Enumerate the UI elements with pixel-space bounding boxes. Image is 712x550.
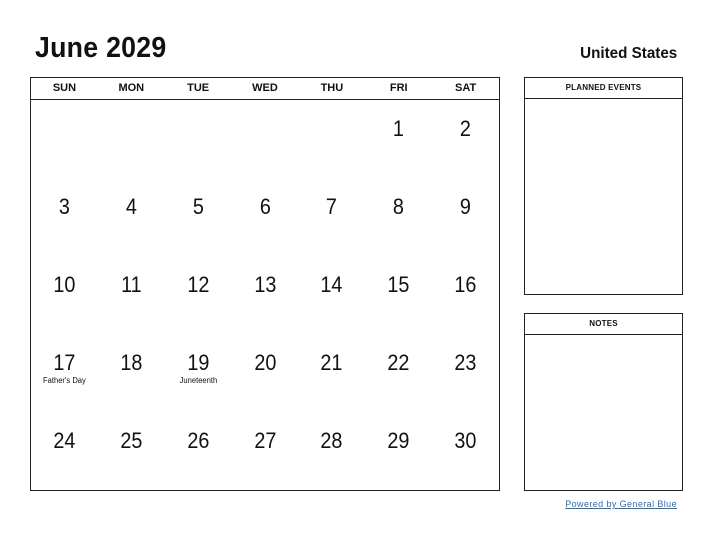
weekday-sat: SAT xyxy=(454,82,477,94)
day-cell xyxy=(165,256,232,334)
day-cell xyxy=(365,256,432,334)
day-number: 28 xyxy=(320,428,343,453)
day-cell xyxy=(98,100,165,178)
day-cell xyxy=(298,334,365,412)
planned-events-panel xyxy=(524,77,683,295)
day-cell xyxy=(432,178,499,256)
day-cell xyxy=(432,334,499,412)
day-number: 13 xyxy=(253,272,277,297)
calendar-grid xyxy=(30,77,500,491)
day-cell xyxy=(365,178,432,256)
day-number: 2 xyxy=(460,116,472,141)
day-number: 24 xyxy=(53,428,76,453)
day-cell xyxy=(31,178,98,256)
day-cell xyxy=(98,412,165,490)
weekday-mon: MON xyxy=(118,82,145,94)
day-grid xyxy=(31,100,499,490)
day-number: 3 xyxy=(58,194,70,219)
weekday-fri: FRI xyxy=(389,82,408,94)
day-number: 26 xyxy=(187,428,210,453)
day-number: 14 xyxy=(320,272,343,297)
day-number: 27 xyxy=(253,428,277,453)
day-number: 7 xyxy=(326,194,338,219)
day-number: 21 xyxy=(320,350,343,375)
notes-panel xyxy=(524,313,683,491)
weekday-thu: THU xyxy=(320,82,344,94)
day-number: 15 xyxy=(387,272,410,297)
day-number: 11 xyxy=(120,272,142,297)
day-cell xyxy=(165,334,232,412)
day-cell xyxy=(298,412,365,490)
day-cell xyxy=(31,100,98,178)
day-cell xyxy=(365,412,432,490)
day-number: 30 xyxy=(454,428,477,453)
powered-by-link[interactable]: Powered by General Blue xyxy=(565,499,677,509)
day-cell xyxy=(31,256,98,334)
day-cell xyxy=(365,100,432,178)
country-label: United States xyxy=(579,45,677,62)
day-number: 1 xyxy=(393,116,405,141)
day-number: 9 xyxy=(460,194,472,219)
day-cell xyxy=(365,334,432,412)
day-number: 20 xyxy=(253,350,277,375)
day-cell xyxy=(298,178,365,256)
planned-events-heading: PLANNED EVENTS xyxy=(525,78,682,99)
day-cell xyxy=(432,100,499,178)
day-cell xyxy=(232,334,299,412)
day-cell xyxy=(432,256,499,334)
day-cell xyxy=(232,178,299,256)
weekday-sun: SUN xyxy=(52,82,77,94)
day-cell xyxy=(31,412,98,490)
day-cell xyxy=(98,334,165,412)
day-number: 16 xyxy=(454,272,477,297)
day-number: 12 xyxy=(187,272,210,297)
day-cell xyxy=(298,100,365,178)
day-cell xyxy=(298,256,365,334)
calendar-title: June 2029 xyxy=(35,32,167,64)
day-number: 18 xyxy=(120,350,143,375)
day-cell xyxy=(165,412,232,490)
day-number: 10 xyxy=(53,272,76,297)
day-cell xyxy=(31,334,98,412)
day-cell xyxy=(432,412,499,490)
holiday-label: Juneteenth xyxy=(179,376,217,385)
day-number: 19 xyxy=(187,350,210,375)
day-cell xyxy=(98,256,165,334)
day-cell xyxy=(98,178,165,256)
day-number: 6 xyxy=(259,194,271,219)
notes-heading: NOTES xyxy=(525,314,682,335)
day-number: 23 xyxy=(454,350,477,375)
day-number: 8 xyxy=(393,194,405,219)
day-number: 5 xyxy=(192,194,204,219)
weekday-tue: TUE xyxy=(187,82,210,94)
day-cell xyxy=(165,100,232,178)
day-cell xyxy=(232,412,299,490)
holiday-label: Father's Day xyxy=(42,376,86,385)
day-cell xyxy=(165,178,232,256)
day-number: 4 xyxy=(125,194,137,219)
weekday-wed: WED xyxy=(252,82,278,94)
day-number: 29 xyxy=(387,428,410,453)
day-number: 22 xyxy=(387,350,410,375)
weekday-header xyxy=(31,78,499,100)
day-number: 17 xyxy=(53,350,76,375)
day-cell xyxy=(232,100,299,178)
day-cell xyxy=(232,256,299,334)
day-number: 25 xyxy=(120,428,143,453)
